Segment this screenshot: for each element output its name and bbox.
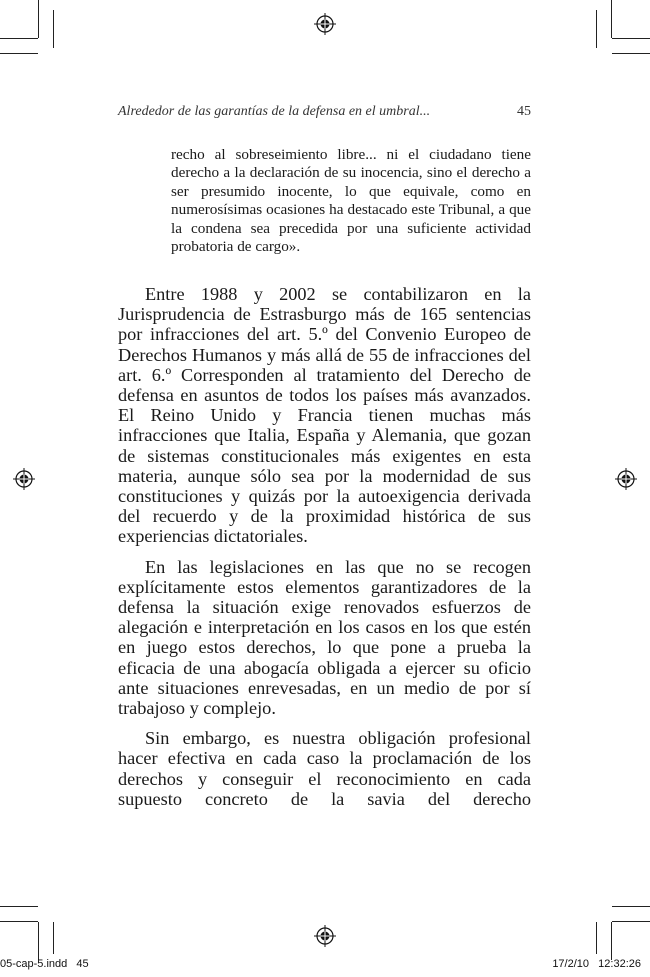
paragraph: En las legislaciones en las que no se recogen explícitamente estos elementos garantizadores de la defensa la situación exige renovados esfuerzos de alegación e interpretación en los casos en los que estén en juego estos derechos, lo que pone a prueba la eficacia de una abogacía obligada a ejercer su oficio ante situaciones enrevesadas, en un medio de por sí trabajoso y complejo. <box>118 556 531 719</box>
slug-filename: 05-cap-5.indd 45 <box>0 958 89 970</box>
block-quote <box>171 146 531 256</box>
crop-mark <box>612 906 650 907</box>
crop-mark <box>612 38 650 39</box>
crop-mark <box>0 921 38 922</box>
running-title: Alrededor de las garantías de la defensa en el umbral... <box>118 104 431 119</box>
registration-mark-icon <box>314 925 336 947</box>
slug-datetime: 17/2/10 12:32:26 <box>552 958 641 970</box>
registration-mark-icon <box>314 13 336 35</box>
paragraph: Sin embargo, es nuestra obligación profesional hacer efectiva en cada caso la proclamación de los derechos y conseguir el reconocimiento en cada supuesto concreto de la savia del derecho <box>118 728 531 809</box>
crop-mark <box>38 922 39 960</box>
page-number: 45 <box>517 104 531 119</box>
running-header <box>118 104 531 120</box>
crop-mark <box>611 0 612 38</box>
crop-mark <box>611 922 612 960</box>
crop-mark <box>53 10 54 48</box>
paragraph: Entre 1988 y 2002 se contabilizaron en la Jurisprudencia de Estrasburgo más de 165 sentencias por infracciones del art. 5.º del Convenio Europeo de Derechos Humanos y más allá de 55 de infracciones del art. 6.º Corresponden al tratamiento del Derecho de defensa en asuntos de todos los países más avanzados. El Reino Unido y Francia tienen muchas más infracciones que Italia, España y Alemania, que gozan de sistemas constitucionales más exigentes en esta materia, aunque sólo sea por la modernidad de sus constituciones y quizás por la autoexigencia derivada del recuerdo y de la proximidad histórica de sus experiencias dictatoriales. <box>118 284 531 547</box>
crop-mark <box>53 922 54 954</box>
crop-mark <box>0 53 38 54</box>
crop-mark <box>38 0 39 38</box>
crop-mark <box>612 53 650 54</box>
body-text <box>118 284 531 819</box>
crop-mark <box>0 38 38 39</box>
crop-mark <box>596 922 597 954</box>
registration-mark-icon <box>615 468 637 490</box>
crop-mark <box>0 906 38 907</box>
crop-mark <box>596 10 597 48</box>
crop-mark <box>612 921 650 922</box>
registration-mark-icon <box>13 468 35 490</box>
quote-text: recho al sobreseimiento libre... ni el ciudadano tiene derecho a la declaración de su inocencia, sino el derecho a ser presumido inocente, lo que equivale, como en numerosísimas ocasiones ha destacado este Tribunal, a que la condena sea precedida por una suficiente actividad probatoria de cargo». <box>171 146 531 256</box>
